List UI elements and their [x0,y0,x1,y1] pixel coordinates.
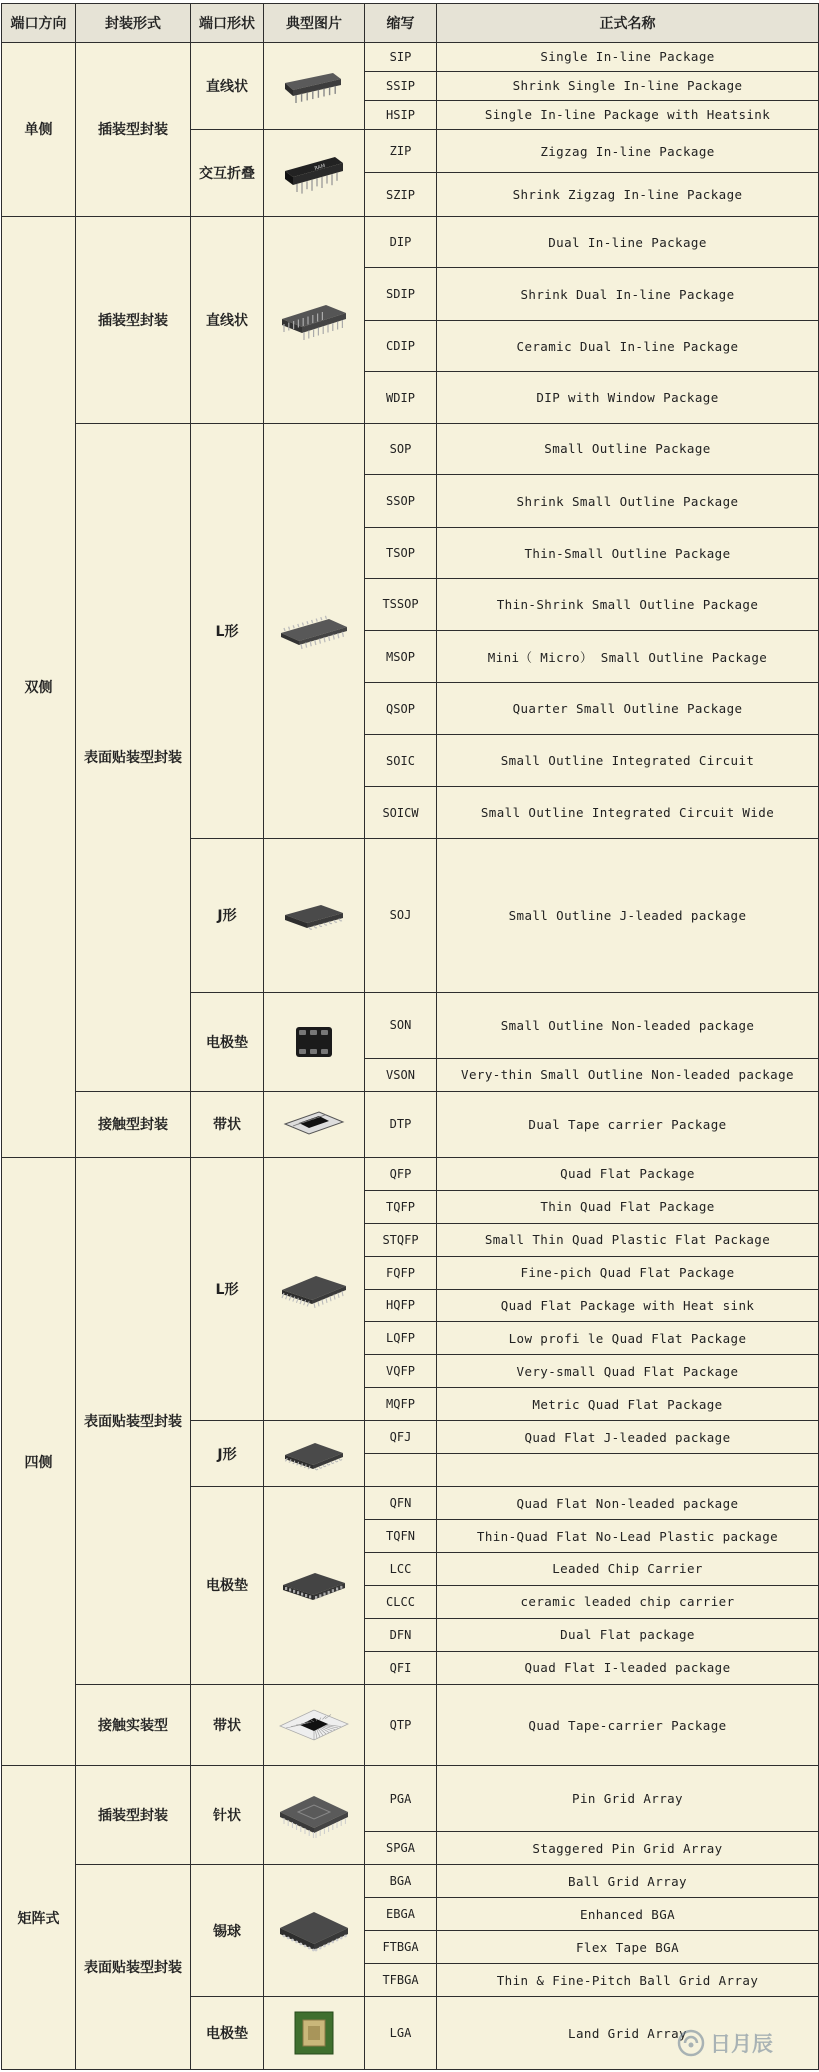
shape-cell: 电极垫 [191,1997,264,2070]
abbr-cell: TSOP [365,527,437,578]
full-name-cell: Shrink Single In-line Package [437,71,819,100]
shape-cell: 直线状 [191,216,264,423]
dtp-chip-image [279,1104,349,1144]
direction-cell: 单侧 [2,43,76,217]
full-name-cell: Very-thin Small Outline Non-leaded package [437,1058,819,1091]
qtp-chip-image [276,1700,352,1750]
abbr-cell: FQFP [365,1256,437,1289]
full-name-cell: Small Outline Integrated Circuit [437,734,819,787]
abbr-cell: SDIP [365,268,437,321]
full-name-cell: Small Thin Quad Plastic Flat Package [437,1223,819,1256]
qtp-chip-image [264,1684,365,1766]
abbr-cell: SSOP [365,475,437,528]
header-image: 典型图片 [264,4,365,43]
full-name-cell: Quad Flat Non-leaded package [437,1487,819,1520]
full-name-cell: Shrink Small Outline Package [437,475,819,528]
full-name-cell [437,1454,819,1487]
abbr-cell: MQFP [365,1388,437,1421]
abbr-cell: SIP [365,43,437,72]
full-name-cell: Metric Quad Flat Package [437,1388,819,1421]
full-name-cell: Single In-line Package [437,43,819,72]
table-header-row [2,4,819,43]
full-name-cell: Low profi le Quad Flat Package [437,1322,819,1355]
header-abbr: 缩写 [365,4,437,43]
qfj-chip-image [264,1421,365,1487]
qfn-chip-image [264,1487,365,1685]
header-form: 封装形式 [76,4,191,43]
dtp-chip-image [264,1091,365,1157]
header-full-name: 正式名称 [437,4,819,43]
full-name-cell: Zigzag In-line Package [437,129,819,172]
lga-chip-image [289,2006,339,2060]
abbr-cell: DFN [365,1618,437,1651]
abbr-cell: QFN [365,1487,437,1520]
abbr-cell: FTBGA [365,1931,437,1964]
full-name-cell: Leaded Chip Carrier [437,1553,819,1586]
full-name-cell: ceramic leaded chip carrier [437,1585,819,1618]
abbr-cell: EBGA [365,1898,437,1931]
pga-chip-image [264,1766,365,1865]
shape-cell: 带状 [191,1091,264,1157]
zip-chip-image [264,129,365,216]
bga-chip-image [264,1865,365,1997]
table-row [2,423,819,474]
shape-cell: J形 [191,838,264,992]
full-name-cell: Shrink Dual In-line Package [437,268,819,321]
header-shape: 端口形状 [191,4,264,43]
abbr-cell: SOIC [365,734,437,787]
table-row [2,1684,819,1766]
abbr-cell: CDIP [365,321,437,372]
dip-chip-image [264,216,365,423]
qfp-chip-image [264,1157,365,1421]
full-name-cell: Quad Flat J-leaded package [437,1421,819,1454]
table-row [2,1865,819,1898]
abbr-cell: SSIP [365,71,437,100]
abbr-cell: MSOP [365,630,437,683]
full-name-cell: Thin Quad Flat Package [437,1190,819,1223]
form-cell: 表面贴装型封装 [76,1157,191,1684]
full-name-cell: Shrink Zigzag In-line Package [437,173,819,216]
abbr-cell: QTP [365,1684,437,1766]
shape-cell: 锡球 [191,1865,264,1997]
shape-cell: 电极垫 [191,993,264,1092]
package-table [1,3,819,2070]
table-row [2,1157,819,1190]
soj-chip-image [279,897,349,933]
abbr-cell: HSIP [365,100,437,129]
qfn-chip-image [277,1563,351,1607]
full-name-cell: Small Outline Integrated Circuit Wide [437,787,819,838]
form-cell: 插装型封装 [76,1766,191,1865]
abbr-cell: PGA [365,1766,437,1832]
abbr-cell: LGA [365,1997,437,2070]
shape-cell: 电极垫 [191,1487,264,1685]
form-cell: 插装型封装 [76,43,191,217]
abbr-cell: SPGA [365,1832,437,1865]
abbr-cell: STQFP [365,1223,437,1256]
bga-chip-image [274,1900,354,1962]
abbr-cell: DTP [365,1091,437,1157]
full-name-cell: Ball Grid Array [437,1865,819,1898]
abbr-cell: TQFN [365,1520,437,1553]
form-cell: 接触型封装 [76,1091,191,1157]
direction-cell: 双侧 [2,216,76,1157]
full-name-cell: Very-small Quad Flat Package [437,1355,819,1388]
sip-chip-image [279,65,349,107]
shape-cell: 针状 [191,1766,264,1865]
form-cell: 接触实装型 [76,1684,191,1766]
sop-chip-image [264,423,365,838]
abbr-cell: LQFP [365,1322,437,1355]
abbr-cell: BGA [365,1865,437,1898]
full-name-cell: Thin-Quad Flat No-Lead Plastic package [437,1520,819,1553]
full-name-cell: Dual Tape carrier Package [437,1091,819,1157]
abbr-cell: CLCC [365,1585,437,1618]
full-name-cell: Small Outline Package [437,423,819,474]
shape-cell: 交互折叠 [191,129,264,216]
full-name-cell: Small Outline J-leaded package [437,838,819,992]
full-name-cell: Quarter Small Outline Package [437,683,819,734]
abbr-cell: SZIP [365,173,437,216]
form-cell: 插装型封装 [76,216,191,423]
form-cell: 表面贴装型封装 [76,1865,191,2070]
full-name-cell: Staggered Pin Grid Array [437,1832,819,1865]
full-name-cell: Ceramic Dual In-line Package [437,321,819,372]
full-name-cell: Thin-Small Outline Package [437,527,819,578]
form-cell: 表面贴装型封装 [76,423,191,1091]
abbr-cell: SON [365,993,437,1059]
table-row [2,1766,819,1832]
full-name-cell: Thin & Fine-Pitch Ball Grid Array [437,1964,819,1997]
soj-chip-image [264,838,365,992]
abbr-cell: TSSOP [365,579,437,630]
abbr-cell: DIP [365,216,437,267]
sop-chip-image [275,609,353,653]
full-name-cell: Quad Tape-carrier Package [437,1684,819,1766]
direction-cell: 四侧 [2,1157,76,1766]
shape-cell: L形 [191,423,264,838]
shape-cell: 带状 [191,1684,264,1766]
abbr-cell: SOP [365,423,437,474]
abbr-cell: QFJ [365,1421,437,1454]
abbr-cell: HQFP [365,1289,437,1322]
abbr-cell: QFP [365,1157,437,1190]
table-row [2,43,819,72]
full-name-cell: Single In-line Package with Heatsink [437,100,819,129]
direction-cell: 矩阵式 [2,1766,76,2070]
table-row [2,216,819,267]
full-name-cell: Dual In-line Package [437,216,819,267]
full-name-cell: Enhanced BGA [437,1898,819,1931]
abbr-cell: LCC [365,1553,437,1586]
full-name-cell: Quad Flat I-leaded package [437,1651,819,1684]
svg-text:RAM: RAM [313,163,327,172]
lga-chip-image [264,1997,365,2070]
full-name-cell: Pin Grid Array [437,1766,819,1832]
abbr-cell: QFI [365,1651,437,1684]
full-name-cell: Small Outline Non-leaded package [437,993,819,1059]
full-name-cell: Quad Flat Package [437,1157,819,1190]
sip-chip-image [264,43,365,130]
abbr-cell: SOJ [365,838,437,992]
header-direction: 端口方向 [2,4,76,43]
abbr-cell: VQFP [365,1355,437,1388]
table-row [2,1091,819,1157]
son-chip-image [264,993,365,1092]
shape-cell: J形 [191,1421,264,1487]
full-name-cell: Quad Flat Package with Heat sink [437,1289,819,1322]
full-name-cell: Flex Tape BGA [437,1931,819,1964]
qfj-chip-image [279,1435,349,1473]
shape-cell: L形 [191,1157,264,1421]
full-name-cell: Land Grid Array [437,1997,819,2070]
full-name-cell: Thin-Shrink Small Outline Package [437,579,819,630]
watermark-text: 日月辰 [710,2032,773,2056]
abbr-cell: VSON [365,1058,437,1091]
abbr-cell: SOICW [365,787,437,838]
full-name-cell: Mini（ Micro） Small Outline Package [437,630,819,683]
abbr-cell: ZIP [365,129,437,172]
abbr-cell: TFBGA [365,1964,437,1997]
qfp-chip-image [276,1264,352,1314]
abbr-cell [365,1454,437,1487]
zip-chip-image [279,149,349,197]
full-name-cell: DIP with Window Package [437,372,819,423]
dip-chip-image [276,295,352,345]
pga-chip-image [274,1784,354,1846]
son-chip-image [287,1020,341,1064]
full-name-cell: Dual Flat package [437,1618,819,1651]
shape-cell: 直线状 [191,43,264,130]
abbr-cell: QSOP [365,683,437,734]
abbr-cell: WDIP [365,372,437,423]
full-name-cell: Fine-pich Quad Flat Package [437,1256,819,1289]
abbr-cell: TQFP [365,1190,437,1223]
